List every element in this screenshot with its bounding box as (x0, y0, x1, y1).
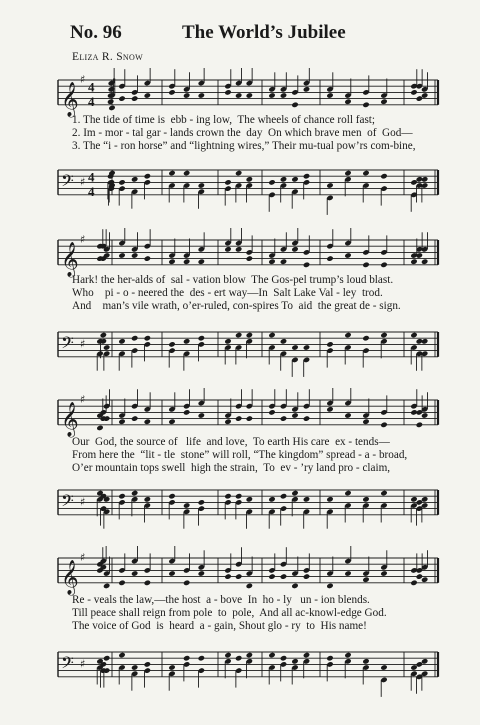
sharp-icon: ♯ (80, 175, 86, 189)
sharp-icon: ♯ (80, 337, 86, 351)
bass-clef-icon: 𝄢 (61, 490, 74, 515)
treble-clef-icon: 𝄞 (61, 559, 79, 595)
verse-3-line: The voice of God is heard a - gain, Shout glo - ry to His name! (72, 620, 367, 632)
bass-staff-3 (0, 478, 480, 538)
verse-3-line: And man’s vile wrath, o’er-ruled, con-spires To aid the great de - sign. (72, 300, 401, 312)
sharp-icon: ♯ (80, 73, 86, 86)
bass-clef-icon: 𝄢 (61, 170, 74, 195)
verse-1-line: Our God, the source of life and love, To earth His care ex - tends— (72, 436, 390, 448)
sharp-icon: ♯ (80, 657, 86, 671)
hymn-author: Eliza R. Snow (72, 51, 143, 63)
hymn-header (0, 0, 480, 70)
treble-clef-icon: 𝄞 (61, 81, 79, 117)
verse-1-line: 1. The tide of time is ebb - ing low, The wheels of chance roll fast; (72, 114, 376, 126)
time-signature-top: 4 (88, 169, 95, 185)
bass-clef-icon: 𝄢 (61, 332, 74, 357)
verse-3-line: O’er mountain tops swell high the strain, To ev - ’ry land pro - claim, (72, 462, 391, 474)
sharp-icon: ♯ (80, 551, 86, 564)
hymn-title: The World’s Jubilee (182, 22, 346, 43)
time-signature-bottom: 4 (88, 183, 95, 199)
verse-2-line: Who pi - o - neered the des - ert way—In Salt Lake Val - ley trod. (72, 287, 383, 299)
verse-2-line: 2. Im - mor - tal gar - lands crown the day On which brave men of God— (72, 127, 413, 139)
bass-clef-icon: 𝄢 (61, 652, 74, 677)
time-signature-bottom: 4 (88, 93, 95, 109)
bass-staff-2 (0, 320, 480, 380)
sharp-icon: ♯ (80, 393, 86, 406)
verse-1-line: Re - veals the law,—the host a - bove In ho - ly un - ion blends. (72, 594, 370, 606)
bass-staff-4 (0, 640, 480, 700)
sharp-icon: ♯ (80, 495, 86, 509)
hymn-number: No. 96 (70, 22, 122, 43)
verse-1-line: Hark! the her-alds of sal - vation blow The Gos-pel trump’s loud blast. (72, 274, 394, 286)
treble-clef-icon: 𝄞 (61, 401, 79, 437)
time-signature-top: 4 (88, 79, 95, 95)
verse-3-line: 3. The “i - ron horse” and “lightning wires,” Their mu-tual pow’rs com-bine, (72, 140, 416, 152)
sharp-icon: ♯ (80, 233, 86, 246)
verse-2-line: Till peace shall reign from pole to pole, And all ac-knowl-edge God. (72, 607, 387, 619)
bass-staff-1 (0, 158, 480, 218)
treble-clef-icon: 𝄞 (61, 241, 79, 277)
verse-2-line: From here the “lit - tle stone” will roll, “The kingdom” spread - a - broad, (72, 449, 408, 461)
